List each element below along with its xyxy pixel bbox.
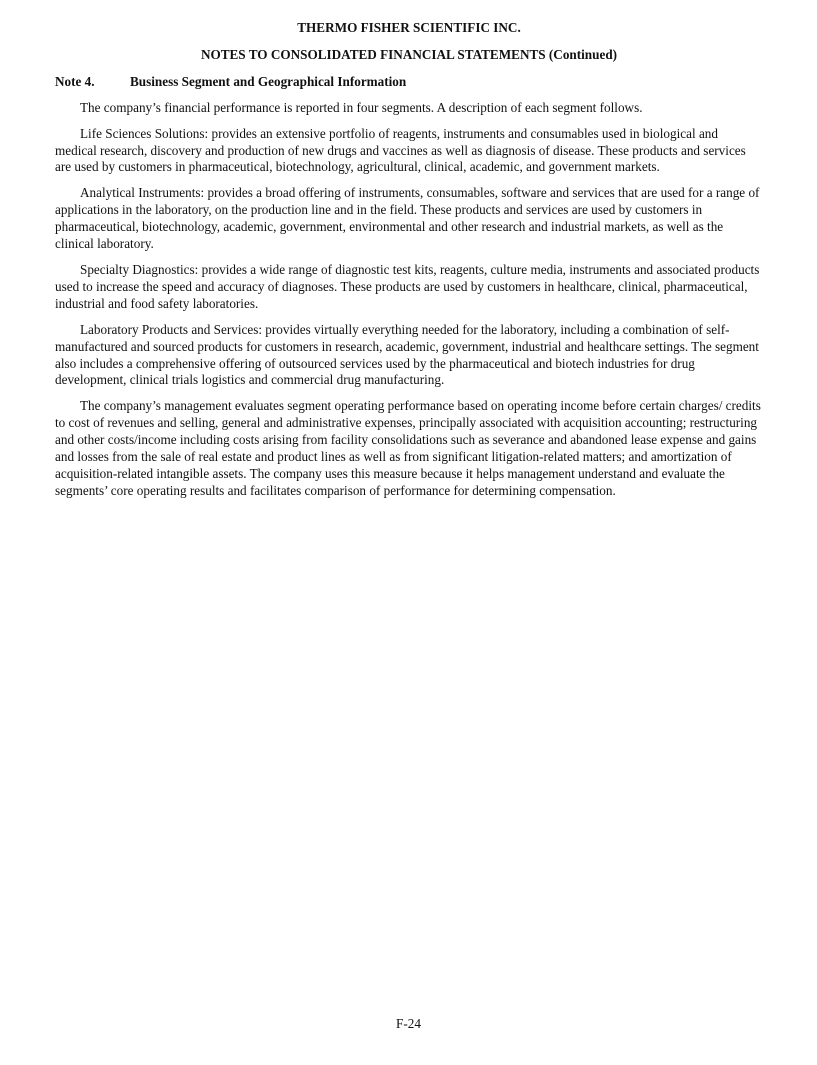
paragraph-segments-intro: The company’s financial performance is reported in four segments. A description of each segment follows. — [80, 99, 643, 115]
document-page — [55, 20, 763, 509]
note-title: Business Segment and Geographical Information — [130, 73, 407, 89]
company-name: THERMO FISHER SCIENTIFIC INC. — [297, 20, 521, 35]
paragraph-analytical-instruments: Analytical Instruments: provides a broad offering of instruments, consumables, software and services that are used for a range of applications in the laboratory, on the production line and in the field. These products and services are used by customers in pharmaceutical, biotechnology, academic, government, environmental and other research and industrial markets, as well as the clinical laboratory. — [55, 185, 760, 252]
paragraph-performance-evaluation: The company’s management evaluates segment operating performance based on operating income before certain charges/ credits to cost of revenues and selling, general and administrative expenses, principally associated with acquisition accounting; restructuring and other costs/income including costs arising from facility consolidations such as severance and abandoned lease expense and gains and losses from the sale of real estate and product lines as well as from significant litigation-related matters; and amortization of acquisition-related intangible assets. The company uses this measure because it helps management understand and evaluate the segments’ core operating results and facilitates comparison of performance for determining compensation. — [55, 398, 761, 498]
paragraph-life-sciences: Life Sciences Solutions: provides an extensive portfolio of reagents, instruments and consumables used in biological and medical research, discovery and production of new drugs and vaccines as well as diagnosis of disease. These products and services are used by customers in pharmaceutical, biotechnology, agricultural, clinical, academic, and government markets. — [55, 125, 746, 175]
notes-title: NOTES TO CONSOLIDATED FINANCIAL STATEMENTS (Continued) — [200, 46, 618, 62]
note-heading — [55, 74, 763, 91]
note-number: Note 4. — [55, 73, 95, 89]
paragraph-specialty-diagnostics: Specialty Diagnostics: provides a wide range of diagnostic test kits, reagents, culture media, instruments and associated products used to increase the speed and accuracy of diagnoses. These products are used by customers in healthcare, clinical, pharmaceutical, industrial and food safety laboratories. — [55, 261, 760, 311]
page-number: F-24 — [396, 1016, 421, 1031]
paragraph-laboratory-products: Laboratory Products and Services: provides virtually everything needed for the laboratory, including a combination of self-manufactured and sourced products for customers in research, academic, government, industrial and healthcare settings. The segment also includes a comprehensive offering of outsourced services used by the pharmaceutical and biotech industries for drug development, clinical trials logistics and commercial drug manufacturing. — [55, 321, 759, 388]
